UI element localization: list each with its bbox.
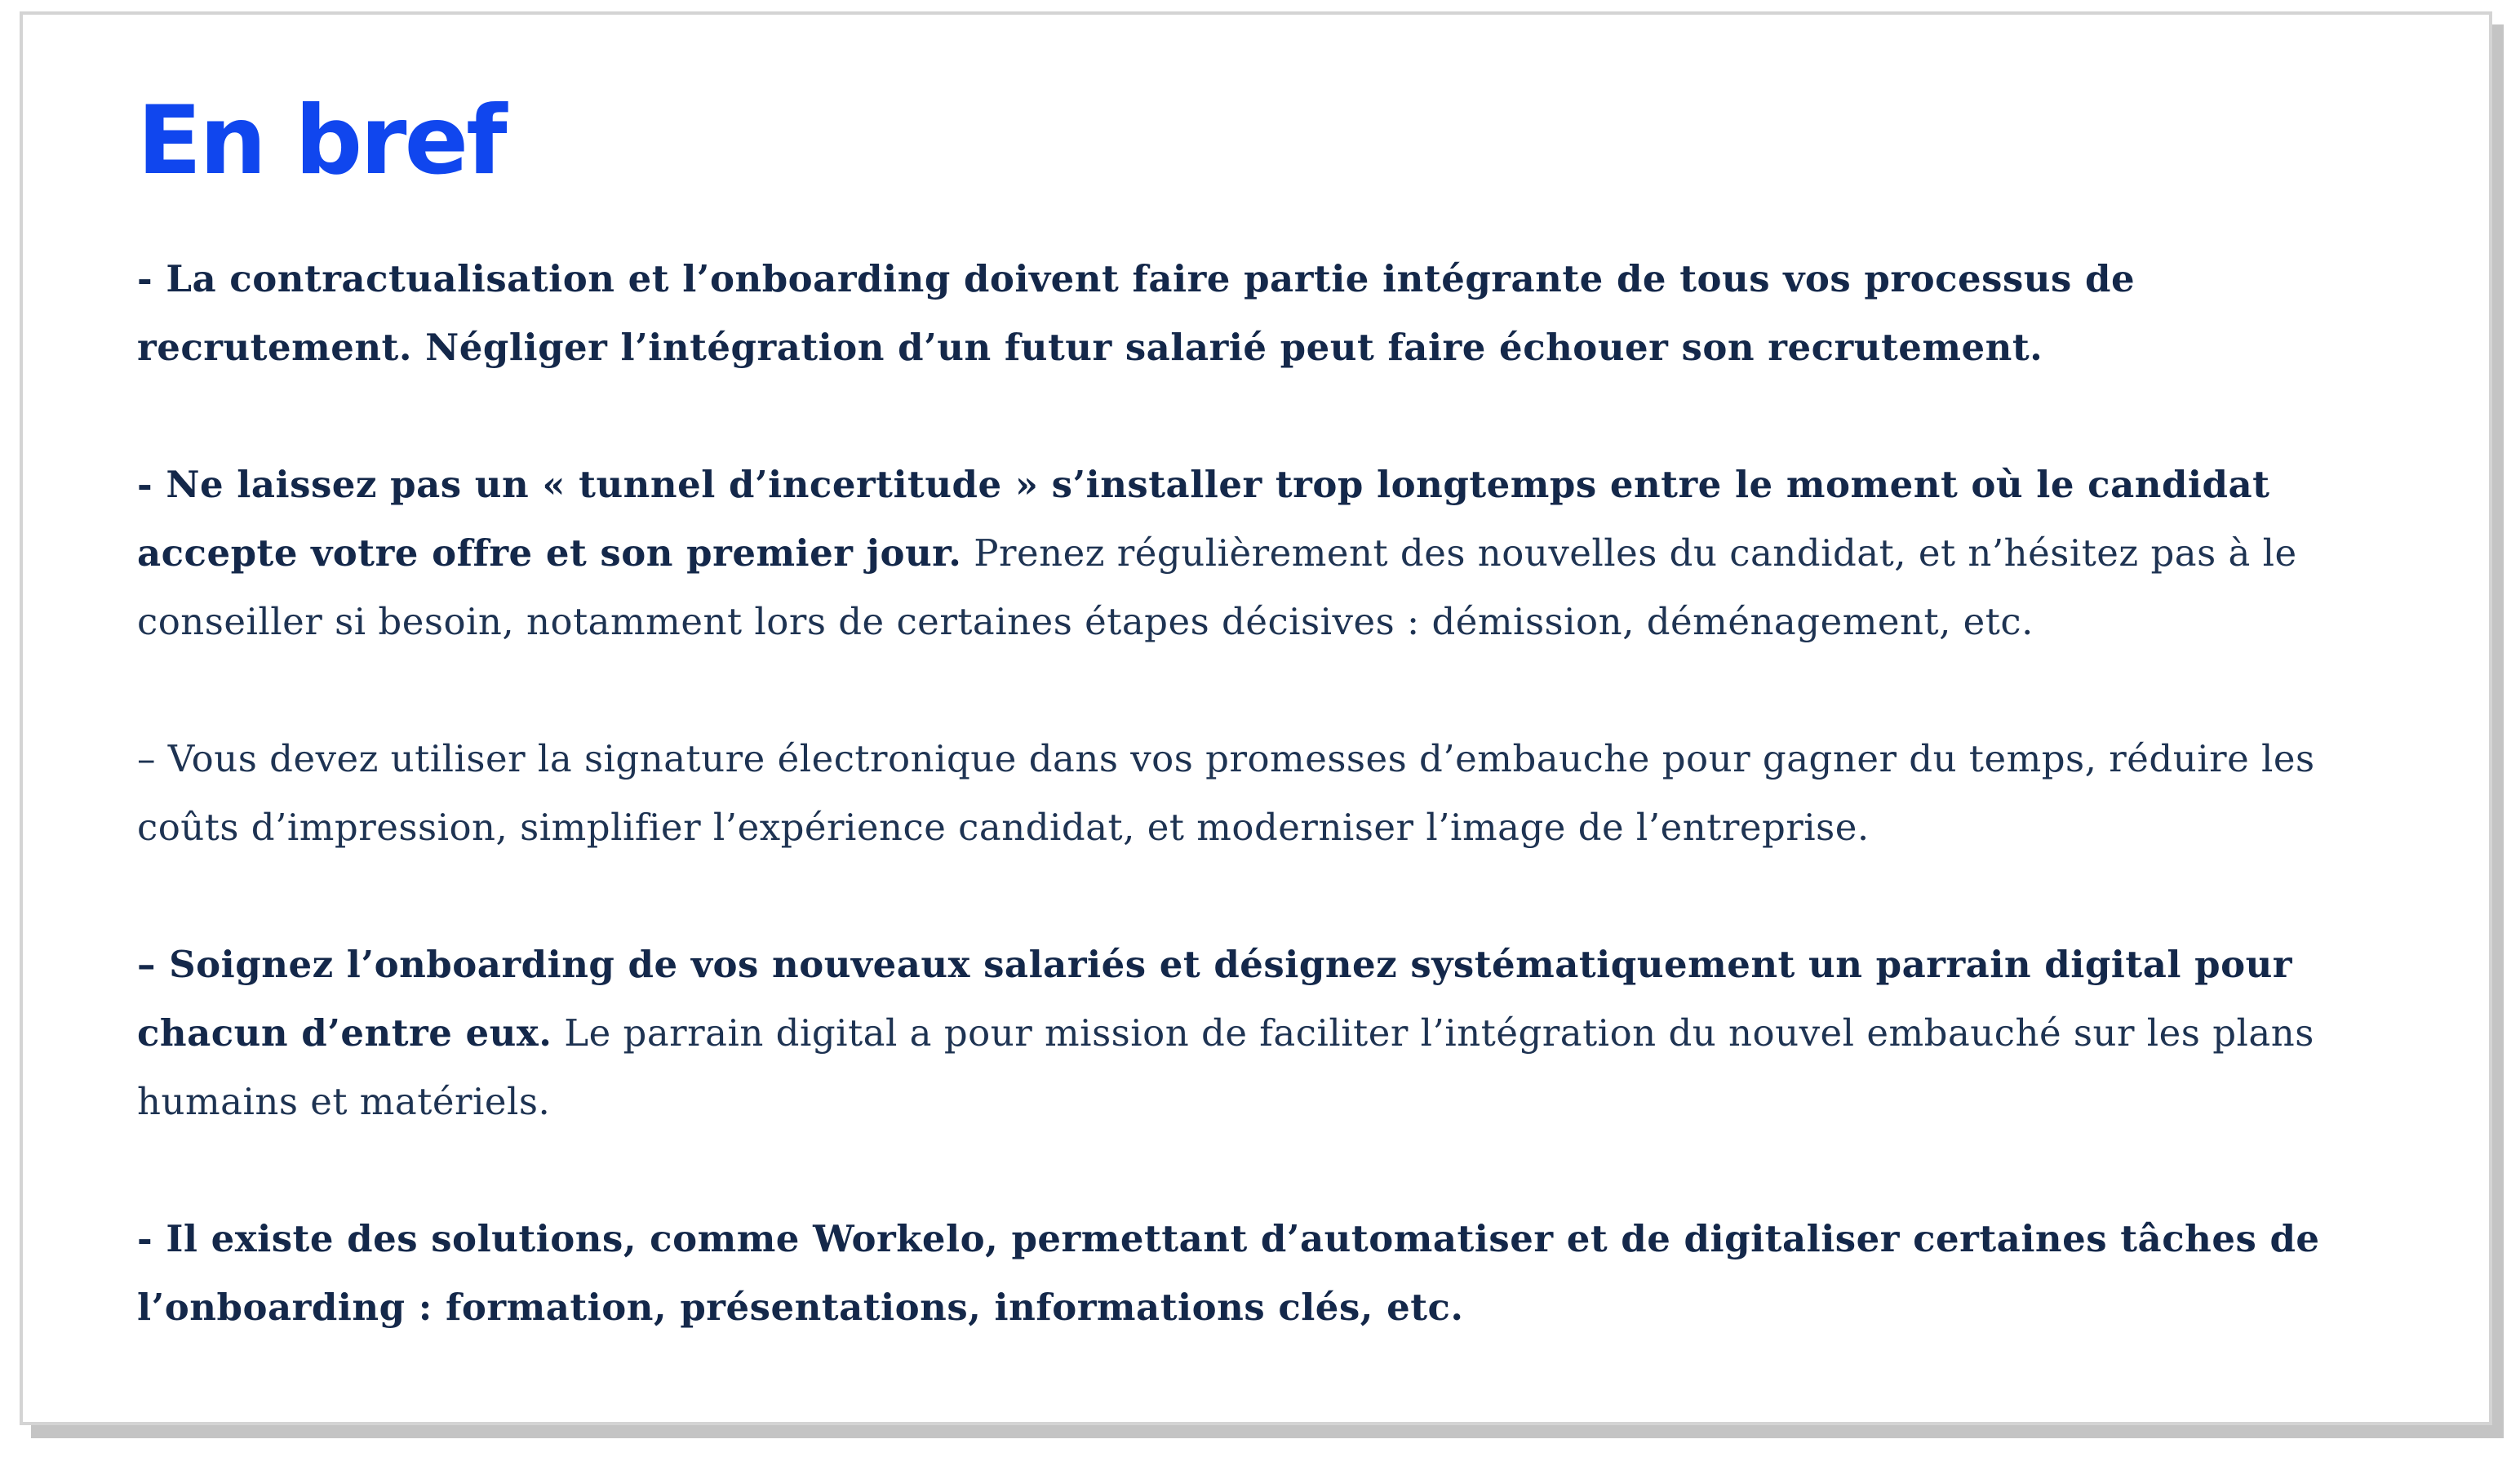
paragraph-bold-text: – Soignez l’onboarding de vos nouveaux salariés et désignez systématiquement un parrain digital pour chacun d’entre eux.	[137, 943, 2293, 1055]
paragraph-regular-text: Prenez régulièrement des nouvelles du candidat, et n’hésitez pas à le conseiller si besoin, notamment lors de certaines étapes décisives : démission, déménagement, etc.	[137, 531, 2297, 643]
summary-paragraph	[137, 1205, 2422, 1342]
summary-card	[20, 11, 2492, 1425]
paragraph-regular-text: – Vous devez utiliser la signature électronique dans vos promesses d’embauche pour gagner du temps, réduire les coûts d’impression, simplifier l’expérience candidat, et moderniser l’image de l’entreprise.	[137, 737, 2315, 849]
paragraph-regular-text: Le parrain digital a pour mission de faciliter l’intégration du nouvel embauché sur les plans humains et matériels.	[137, 1011, 2314, 1123]
summary-paragraph	[137, 725, 2422, 862]
summary-paragraph	[137, 931, 2422, 1136]
page-title: En bref	[137, 86, 505, 196]
summary-content	[137, 80, 2422, 1410]
paragraph-bold-text: - La contractualisation et l’onboarding doivent faire partie intégrante de tous vos processus de recrutement. Négliger l’intégration d’un futur salarié peut faire échouer son recrutement.	[137, 257, 2136, 369]
summary-paragraph	[137, 451, 2422, 656]
summary-paragraph	[137, 245, 2422, 382]
paragraph-bold-text: - Ne laissez pas un « tunnel d’incertitude » s’installer trop longtemps entre le moment où le candidat accepte votre offre et son premier jour.	[137, 463, 2270, 575]
paragraph-bold-text: - Il existe des solutions, comme Workelo, permettant d’automatiser et de digitaliser certaines tâches de l’onboarding : formation, présentations, informations clés, etc.	[137, 1217, 2320, 1329]
